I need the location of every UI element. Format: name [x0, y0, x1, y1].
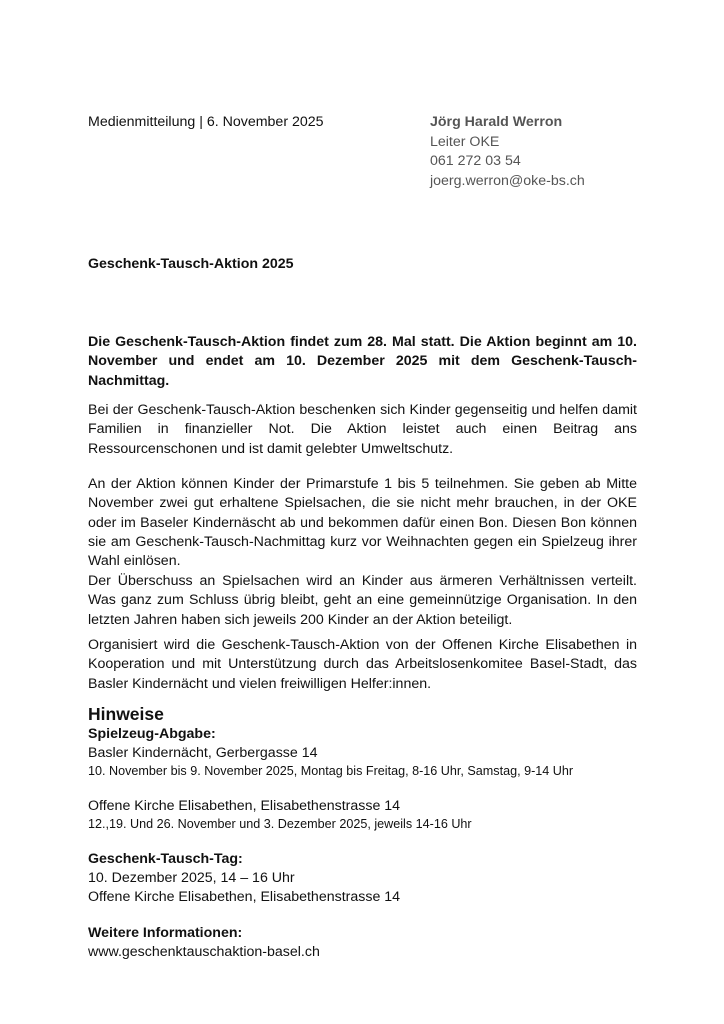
lead-paragraph: Die Geschenk-Tausch-Aktion findet zum 28. Mal statt. Die Aktion beginnt am 10. November und endet am 10. Dezember 2025 mit dem Geschenk-Tausch-Nachmittag. [88, 334, 637, 389]
abgabe-times-2: 12.,19. Und 26. November und 3. Dezember 2025, jeweils 14-16 Uhr [88, 817, 472, 831]
abgabe-location-1: Basler Kindernächt, Gerbergasse 14 [88, 745, 318, 761]
body-paragraph-1: Bei der Geschenk-Tausch-Aktion beschenken sich Kinder gegenseitig und helfen damit Familien in finanzieller Not. Die Aktion leistet auch einen Beitrag ans Ressourcenschonen und ist damit gelebter Umweltschutz. [88, 402, 637, 457]
body-paragraph-4: Organisiert wird die Geschenk-Tausch-Aktion von der Offenen Kirche Elisabethen in Kooperation und mit Unterstützung durch das Arbeitslosenkomitee Basel-Stadt, das Basler Kindernächt und vielen freiwilligen Helfer:innen. [88, 637, 637, 692]
tauschtag-location: Offene Kirche Elisabethen, Elisabethenstrasse 14 [88, 889, 401, 905]
document-title: Geschenk-Tausch-Aktion 2025 [88, 256, 294, 272]
contact-email[interactable]: joerg.werron@oke-bs.ch [430, 172, 585, 189]
contact-block [430, 113, 585, 191]
abgabe-location-2: Offene Kirche Elisabethen, Elisabethenstrasse 14 [88, 798, 401, 814]
hinweise-section [88, 704, 648, 962]
contact-role: Leiter OKE [430, 133, 500, 150]
body-paragraph-3: Der Überschuss an Spielsachen wird an Kinder aus ärmeren Verhältnissen verteilt. Was ganz zum Schluss übrig bleibt, geht an eine gemeinnützige Organisation. In den letzten Jahren haben sich jeweils 200 Kinder an der Aktion beteiligt. [88, 573, 637, 628]
abgabe-heading: Spielzeug-Abgabe: [88, 726, 216, 742]
tauschtag-date: 10. Dezember 2025, 14 – 16 Uhr [88, 870, 295, 886]
contact-phone: 061 272 03 54 [430, 153, 521, 169]
info-url-link[interactable]: www.geschenktauschaktion-basel.ch [88, 944, 320, 960]
contact-name: Jörg Harald Werron [430, 114, 563, 130]
abgabe-times-1: 10. November bis 9. November 2025, Montag bis Freitag, 8-16 Uhr, Samstag, 9-14 Uhr [88, 764, 574, 778]
body-paragraph-2: An der Aktion können Kinder der Primarstufe 1 bis 5 teilnehmen. Sie geben ab Mitte November zwei gut erhaltene Spielsachen, die sie nicht mehr brauchen, in der OKE oder im Baseler Kindernäscht ab und bekommen dafür einen Bon. Diesen Bon können sie am Geschenk-Tausch-Nachmittag kurz vor Weihnachten gegen ein Spielzeug ihrer Wahl einlösen. [88, 476, 637, 570]
dateline: Medienmitteilung | 6. November 2025 [88, 114, 324, 130]
hinweise-heading: Hinweise [88, 704, 164, 724]
tauschtag-heading: Geschenk-Tausch-Tag: [88, 851, 243, 867]
info-heading: Weitere Informationen: [88, 925, 243, 941]
